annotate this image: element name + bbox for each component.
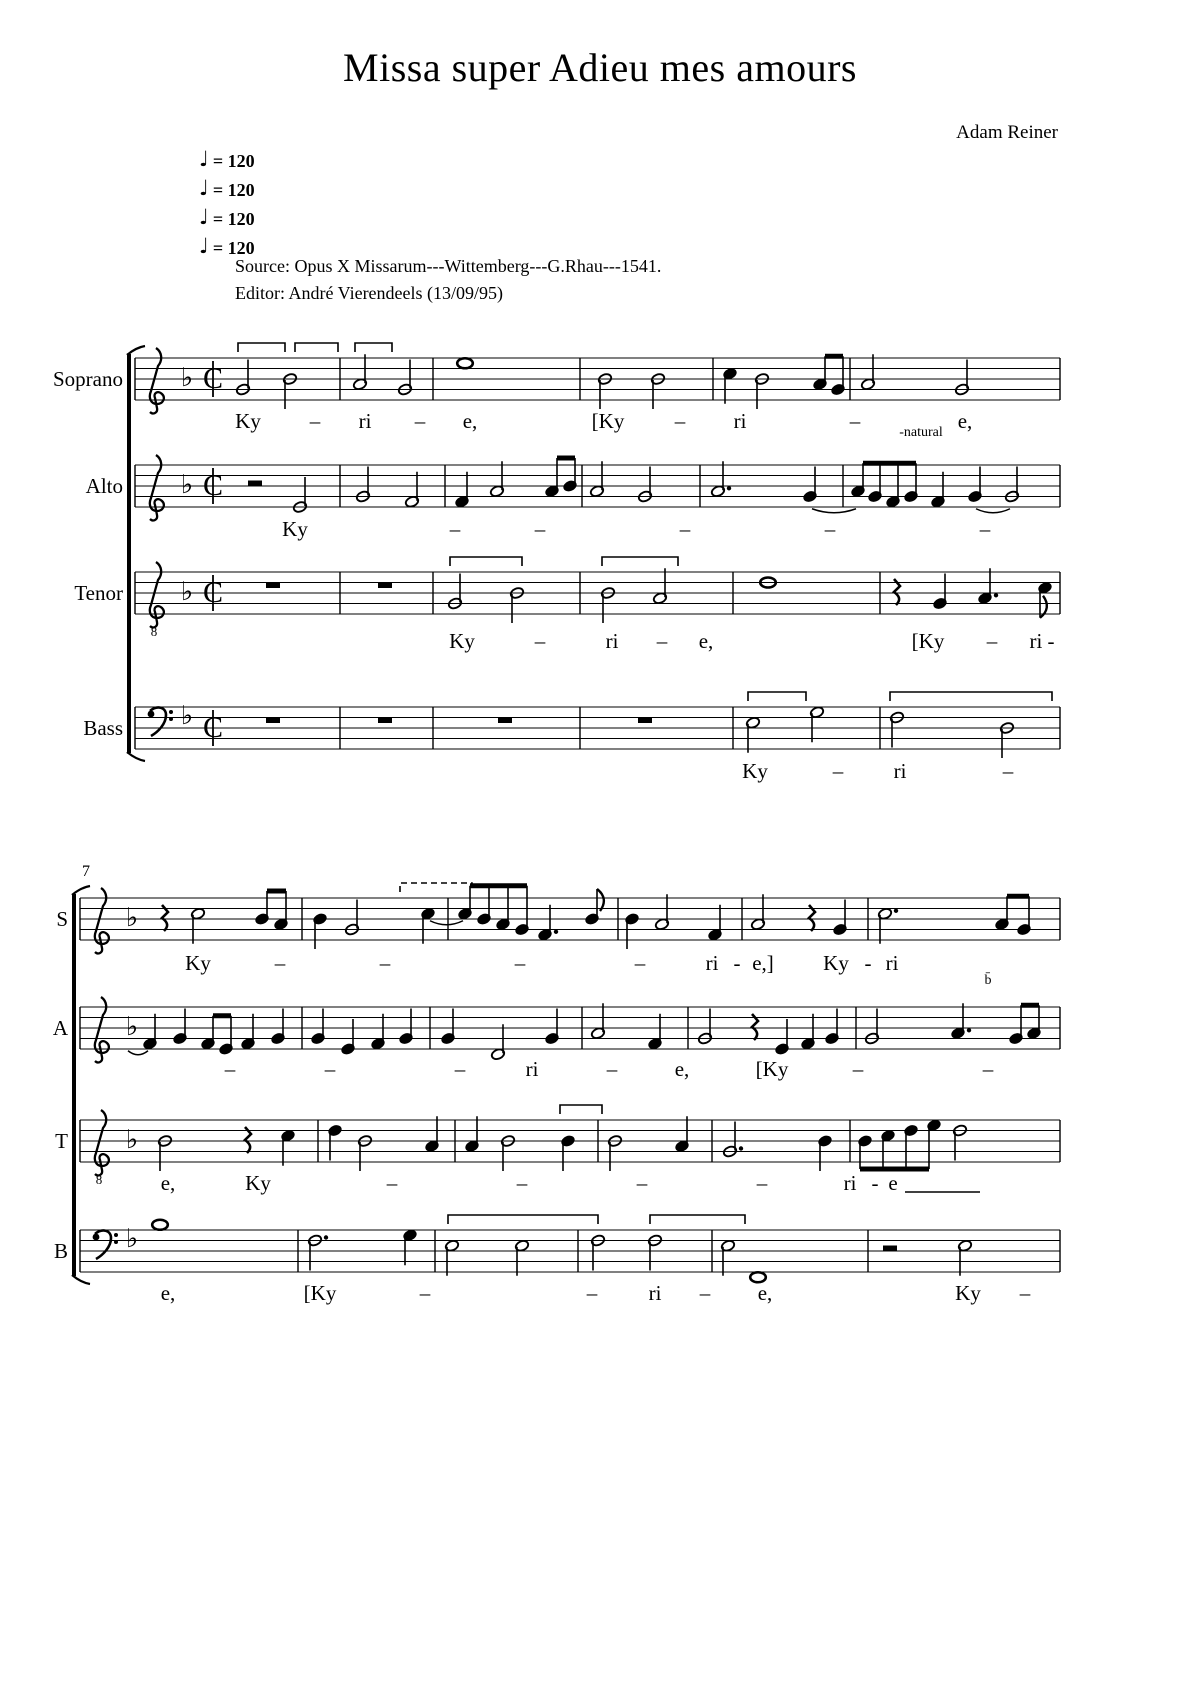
- lyric-syllable: [Ky: [755, 1057, 789, 1081]
- ligature-bracket: [560, 1105, 602, 1114]
- lyric-syllable: ri: [843, 1171, 857, 1195]
- lyric-syllable: Ky: [235, 409, 261, 433]
- bass-clef-dot: [169, 717, 173, 721]
- lyric-syllable: ri -: [1029, 629, 1055, 653]
- lyric-syllable: ri: [605, 629, 619, 653]
- flat-sign: ♭: [125, 1224, 139, 1253]
- lyric-syllable: –: [386, 1171, 398, 1195]
- lyric-syllable: Ky: [185, 951, 211, 975]
- lyric-syllable: –: [324, 1057, 336, 1081]
- augmentation-dot: [739, 1146, 743, 1150]
- tempo-value: = 120: [212, 151, 255, 171]
- flat-sign: ♭: [180, 470, 194, 499]
- augmentation-dot: [727, 486, 731, 490]
- bass-clef-dot: [169, 710, 173, 714]
- lyric-syllable: –: [1002, 759, 1014, 783]
- system-brace-hook: [72, 1275, 90, 1284]
- ligature-bracket: [448, 1215, 598, 1224]
- voice-label: B: [53, 1239, 68, 1263]
- quarter-note-icon: ♩: [199, 234, 209, 258]
- quarter-note-icon: ♩: [199, 205, 209, 229]
- lyric-syllable: Ky: [742, 759, 768, 783]
- lyric-syllable: –: [832, 759, 844, 783]
- clef-octave-8: 8: [150, 624, 158, 639]
- ligature-bracket: [650, 1215, 745, 1224]
- page-title: Missa super Adieu mes amours: [343, 45, 857, 90]
- system-brace-hook: [127, 752, 145, 761]
- lyric-syllable: –: [379, 951, 391, 975]
- lyric-syllable: -natural: [899, 425, 943, 440]
- lyric-syllable: –: [224, 1057, 236, 1081]
- lyric-syllable: e: [888, 1171, 898, 1195]
- cut-time-sign: C: [202, 711, 224, 744]
- lyric-syllable: –: [634, 951, 646, 975]
- lyric-syllable: [Ky: [303, 1281, 337, 1305]
- lyric-syllable: e,]: [752, 951, 774, 975]
- flat-sign: ♭: [180, 363, 194, 392]
- ligature-bracket: [890, 692, 1052, 701]
- lyric-syllable: [Ky: [591, 409, 625, 433]
- lyric-syllable: –: [449, 517, 461, 541]
- lyric-syllable: –: [824, 517, 836, 541]
- system-brace-hook: [72, 886, 90, 895]
- ligature-bracket: [355, 343, 392, 352]
- lyric-syllable: –: [419, 1281, 431, 1305]
- whole-rest: [266, 583, 280, 589]
- system-brace-hook: [127, 346, 145, 355]
- augmentation-dot: [994, 593, 998, 597]
- lyric-syllable: e,: [698, 629, 714, 653]
- ligature-bracket: [602, 557, 678, 566]
- lyric-syllable: Ky: [282, 517, 308, 541]
- tie: [430, 921, 463, 925]
- lyric-syllable: -: [864, 951, 872, 975]
- whole-rest: [498, 718, 512, 724]
- lyric-syllable: –: [534, 517, 546, 541]
- voice-label: Bass: [83, 716, 123, 740]
- flat-sign: ♭: [180, 577, 194, 606]
- lyric-syllable: Ky: [955, 1281, 981, 1305]
- lyric-syllable: –: [454, 1057, 466, 1081]
- lyric-syllable: e,: [462, 409, 478, 433]
- voice-label: Tenor: [74, 581, 123, 605]
- lyric-syllable: ri: [733, 409, 747, 433]
- tempo-value: = 120: [212, 209, 255, 229]
- augmentation-dot: [554, 930, 558, 934]
- quarter-note-icon: ♩: [199, 147, 209, 171]
- lyric-syllable: –: [534, 629, 546, 653]
- lyric-syllable: –: [986, 629, 998, 653]
- lyric-syllable: –: [979, 517, 991, 541]
- whole-rest: [638, 718, 652, 724]
- whole-note-head: [457, 358, 473, 368]
- lyric-syllable: Ky: [449, 629, 475, 653]
- lyric-syllable: -: [733, 951, 741, 975]
- lyric-syllable: [Ky: [911, 629, 945, 653]
- lyric-syllable: –: [586, 1281, 598, 1305]
- lyric-syllable: –: [849, 409, 861, 433]
- ligature-bracket: [748, 692, 806, 701]
- lyric-syllable: e,: [160, 1171, 176, 1195]
- cut-time-sign: C: [202, 469, 224, 502]
- tie: [128, 1051, 148, 1055]
- flat-sign: ♭: [125, 1125, 139, 1154]
- flat-sign: ♭: [125, 903, 139, 932]
- lyric-syllable: –: [1019, 1281, 1031, 1305]
- editor-line: Editor: André Vierendeels (13/09/95): [235, 283, 504, 303]
- source-line: Source: Opus X Missarum---Wittemberg---G.Rhau---1541.: [235, 256, 662, 276]
- clef-octave-8: 8: [95, 1172, 103, 1187]
- lyric-syllable: ri: [648, 1281, 662, 1305]
- lyric-syllable: e,: [674, 1057, 690, 1081]
- lyric-syllable: –: [414, 409, 426, 433]
- lyric-syllable: ri: [705, 951, 719, 975]
- lyric-syllable: –: [309, 409, 321, 433]
- quarter-note-icon: ♩: [199, 176, 209, 200]
- cut-time-sign: C: [202, 576, 224, 609]
- composer-name: Adam Reiner: [956, 122, 1058, 143]
- half-rest: [248, 481, 262, 487]
- flat-sign: ♭: [125, 1012, 139, 1041]
- voice-label: A: [52, 1016, 68, 1040]
- augmentation-dot: [324, 1235, 328, 1239]
- lyric-syllable: e,: [757, 1281, 773, 1305]
- whole-rest: [378, 583, 392, 589]
- lyric-syllable: –: [679, 517, 691, 541]
- lyric-syllable: Ky: [823, 951, 849, 975]
- voice-label: T: [55, 1129, 68, 1153]
- augmentation-dot: [894, 909, 898, 913]
- lyric-syllable: –: [756, 1171, 768, 1195]
- lyric-syllable: –: [606, 1057, 618, 1081]
- voice-label: S: [56, 907, 68, 931]
- lyric-syllable: –: [636, 1171, 648, 1195]
- ligature-bracket: [238, 343, 285, 352]
- lyric-syllable: ri: [885, 951, 899, 975]
- whole-note-head: [152, 1220, 168, 1230]
- lyric-syllable: ri: [525, 1057, 539, 1081]
- lyric-syllable: ri: [358, 409, 372, 433]
- whole-rest: [266, 718, 280, 724]
- eighth-flag: [597, 889, 604, 911]
- whole-rest: [378, 718, 392, 724]
- voice-label: Alto: [85, 474, 123, 498]
- lyric-syllable: –: [656, 629, 668, 653]
- lyric-syllable: –: [852, 1057, 864, 1081]
- lyric-syllable: ri: [893, 759, 907, 783]
- ligature-bracket: [450, 557, 522, 566]
- lyric-syllable: Ky: [245, 1171, 271, 1195]
- lyric-syllable: –: [674, 409, 686, 433]
- lyric-syllable: e,: [160, 1281, 176, 1305]
- tie: [812, 509, 856, 513]
- half-rest: [883, 1246, 897, 1252]
- lyric-syllable: –: [982, 1057, 994, 1081]
- tie: [976, 509, 1010, 513]
- lyric-syllable: e,: [957, 409, 973, 433]
- ligature-bracket: [295, 343, 338, 352]
- flat-sign: ♭: [180, 701, 194, 730]
- lyric-syllable: –: [514, 951, 526, 975]
- bass-clef-dot: [114, 1240, 118, 1244]
- cut-time-sign: C: [202, 362, 224, 395]
- bass-clef-dot: [114, 1233, 118, 1237]
- dashed-ligature-bracket: [400, 883, 472, 892]
- augmentation-dot: [967, 1028, 971, 1032]
- tempo-value: = 120: [212, 238, 255, 258]
- voice-label: Soprano: [53, 367, 123, 391]
- lyric-syllable: b̄: [984, 973, 992, 988]
- lyric-syllable: –: [516, 1171, 528, 1195]
- lyric-syllable: –: [699, 1281, 711, 1305]
- tempo-value: = 120: [212, 180, 255, 200]
- lyric-syllable: –: [274, 951, 286, 975]
- lyric-syllable: -: [871, 1171, 879, 1195]
- measure-number: 7: [82, 863, 90, 880]
